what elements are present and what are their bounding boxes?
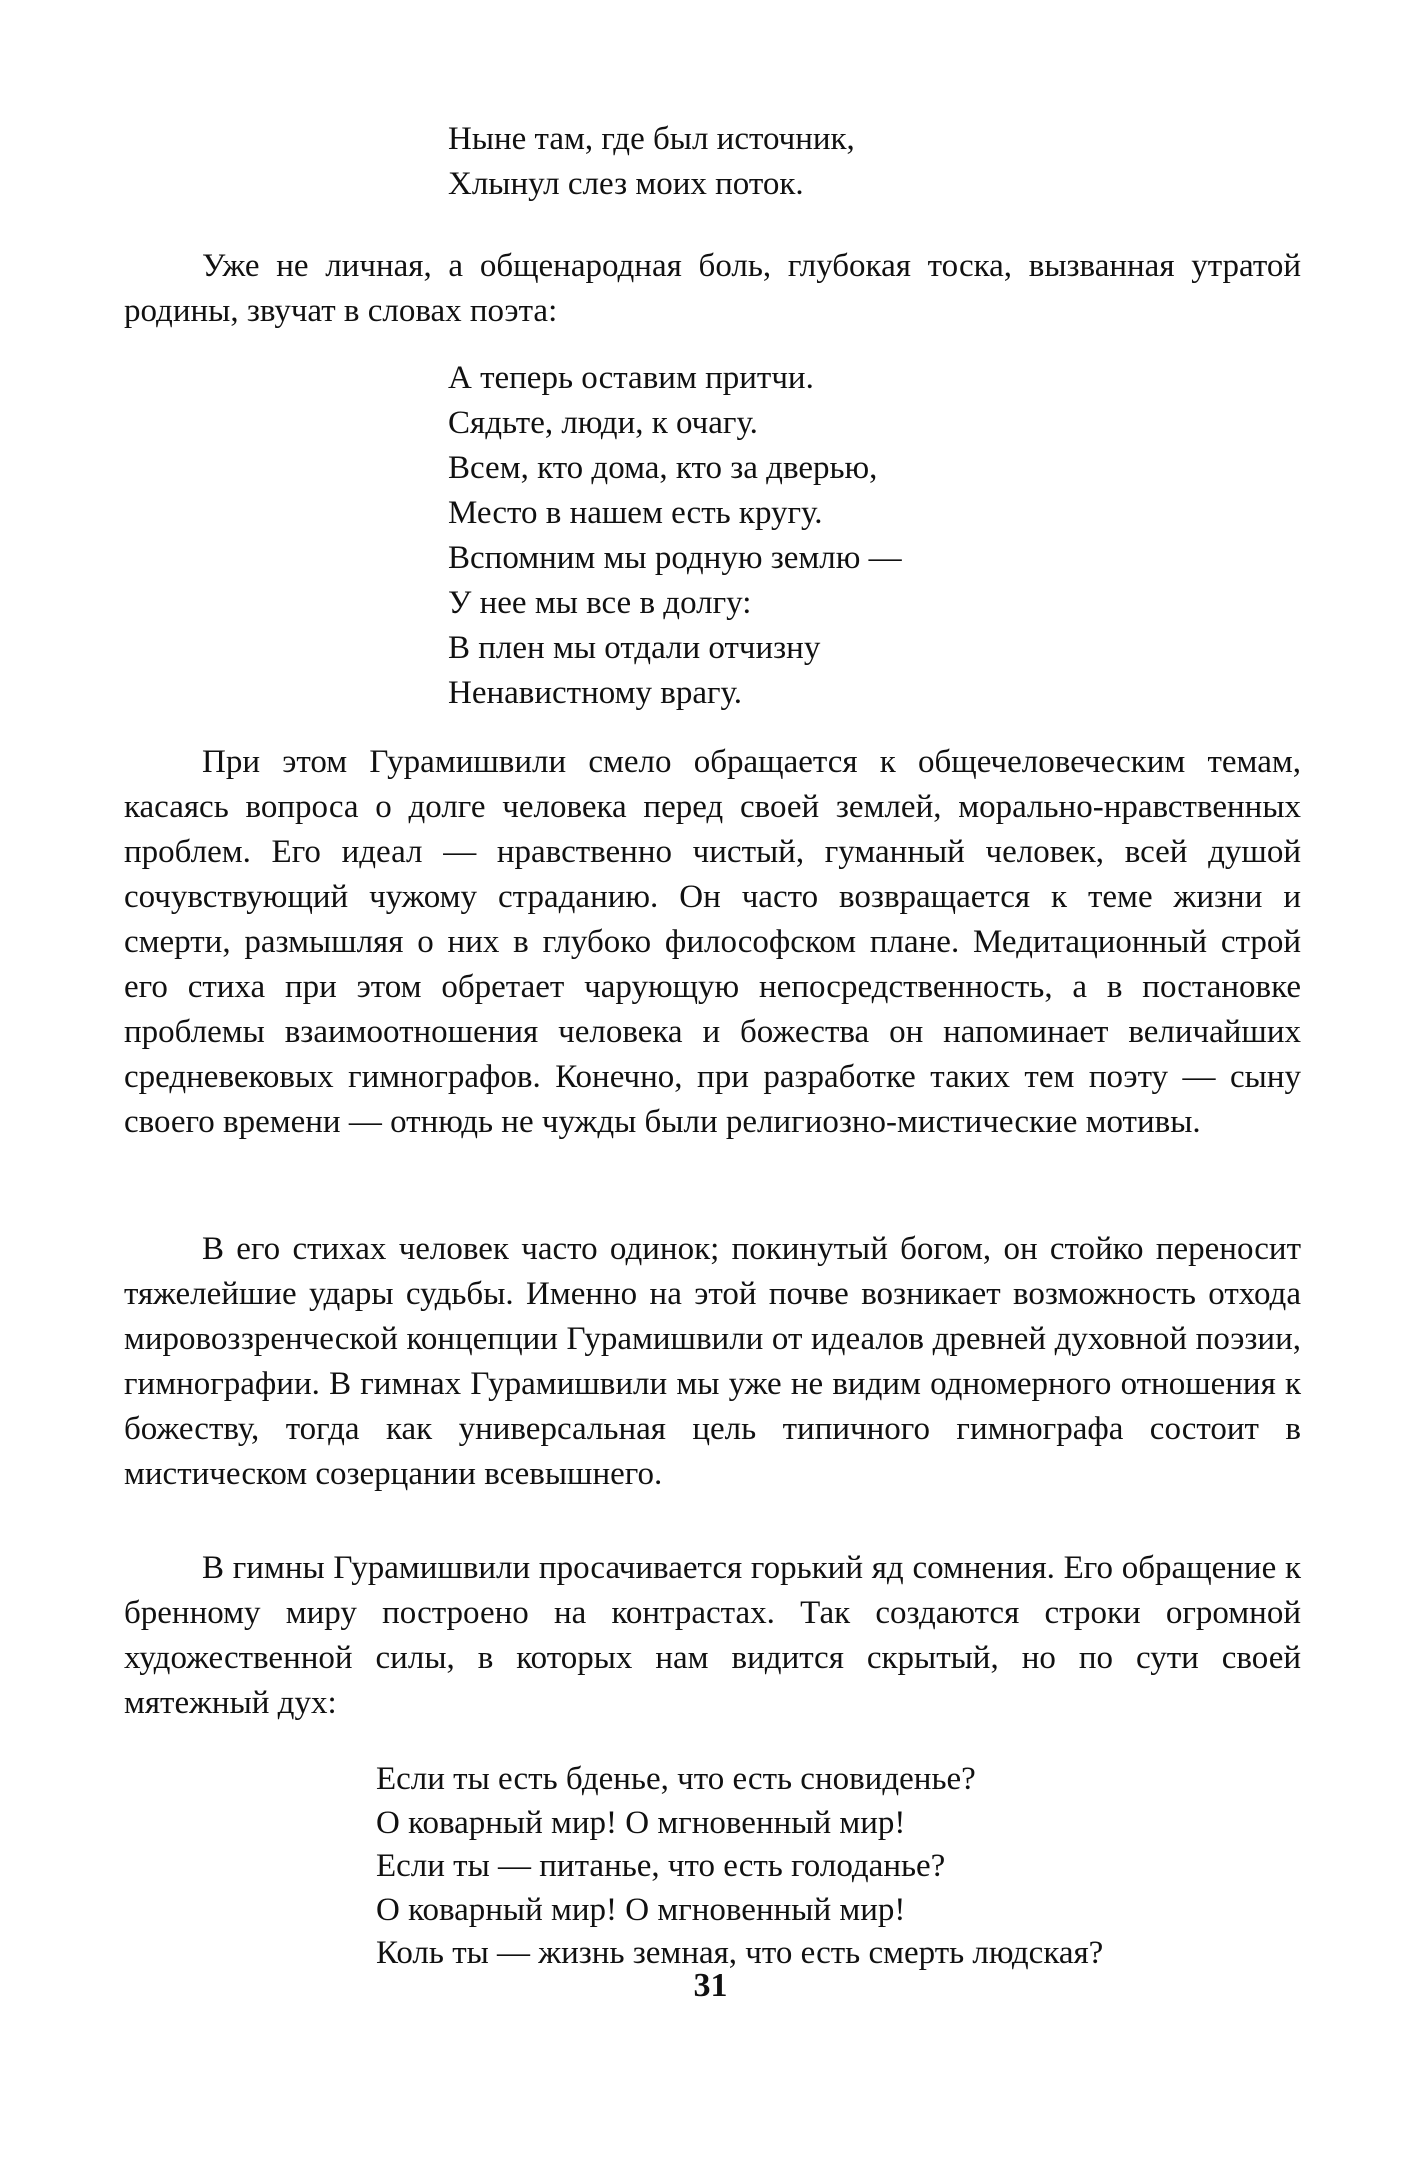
verse-line: Сядьте, люди, к очагу. [448,405,758,441]
verse-line: А теперь оставим притчи. [448,360,814,396]
verse-line: Если ты есть бденье, что есть сновиденье? [376,1761,976,1797]
paragraph: В гимны Гурамишвили просачивается горький яд сомнения. Его обращение к бренному миру построено на контрастах. Так создаются строки огромной художественной силы, в которых нам видится скрытый, но по сути своей мятежный дух: [124,1550,1301,1721]
page-number: 31 [693,1967,728,2004]
verse-quote-1 [448,117,855,207]
verse-line: Ненавистному врагу. [448,675,742,711]
verse-line: Если ты — питанье, что есть голоданье? [376,1848,946,1884]
verse-quote-3 [376,1758,1103,1976]
verse-quote-2 [448,356,902,716]
paragraph: Уже не личная, а общенародная боль, глубокая тоска, вызванная утратой родины, звучат в словах поэта: [124,248,1301,329]
paragraph: В его стихах человек часто одинок; покинутый богом, он стойко переносит тяжелейшие удары судьбы. Именно на этой почве возникает возможность отхода мировоззренческой концепции Гурамишвили от идеалов древней духовной поэзии, гимнографии. В гимнах Гурамишвили мы уже не видим одномерного отношения к божеству, тогда как универсальная цель типичного гимнографа состоит в мистическом созерцании всевышнего. [124,1231,1301,1492]
verse-line: У нее мы все в долгу: [448,585,752,621]
verse-line: О коварный мир! О мгновенный мир! [376,1804,906,1841]
verse-line: Всем, кто дома, кто за дверью, [448,450,878,486]
verse-line: Вспомним мы родную землю — [448,540,902,576]
paragraph: При этом Гурамишвили смело обращается к общечеловеческим темам, касаясь вопроса о долге человека перед своей землей, морально-нравственных проблем. Его идеал — нравственно чистый, гуманный человек, всей душой сочувствующий чужому страданию. Он часто возвращается к теме жизни и смерти, размышляя о них в глубоко философском плане. Медитационный строй его стиха при этом обретает чарующую непосредственность, а в постановке проблемы взаимоотношения человека и божества он напоминает величайших средневековых гимнографов. Конечно, при разработке таких тем поэту — сыну своего времени — отнюдь не чужды были религиозно-мистические мотивы. [124,744,1301,1140]
verse-line: В плен мы отдали отчизну [448,630,821,666]
verse-line: Хлынул слез моих поток. [448,166,804,202]
verse-line: Ныне там, где был источник, [448,121,855,157]
verse-line: Место в нашем есть кругу. [448,495,823,531]
verse-line: О коварный мир! О мгновенный мир! [376,1891,906,1928]
verse-line: Коль ты — жизнь земная, что есть смерть людская? [376,1935,1104,1971]
